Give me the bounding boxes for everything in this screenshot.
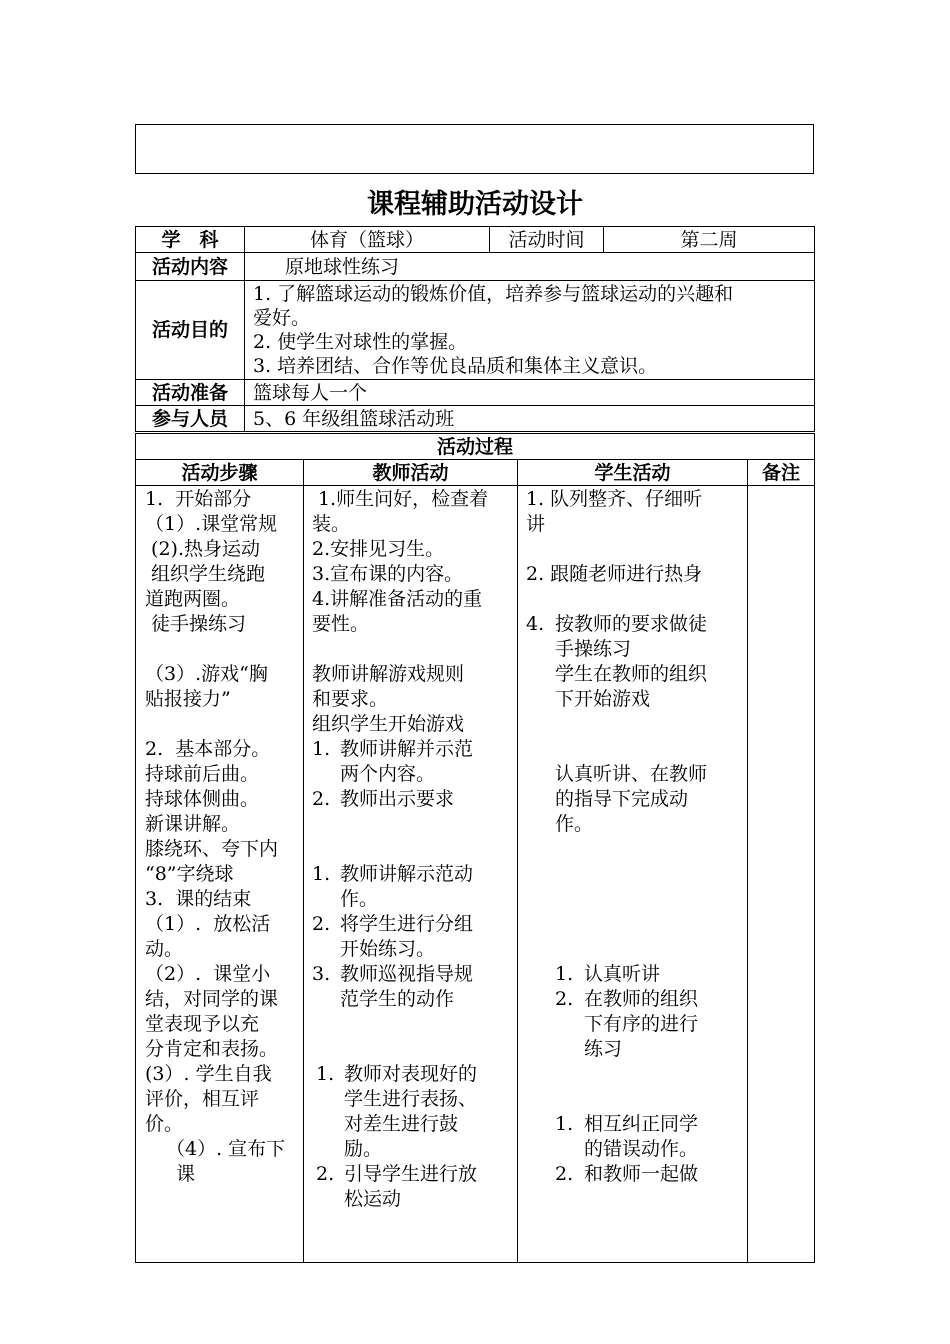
steps-line: “8”字绕球 xyxy=(145,863,234,885)
steps-line: 新课讲解。 xyxy=(145,813,241,835)
teacher-line: 4.讲解准备活动的重 xyxy=(312,588,483,610)
student-line: 作。 xyxy=(555,813,594,835)
info-table xyxy=(135,226,815,432)
student-line: 1. xyxy=(555,963,574,985)
student-line: 讲 xyxy=(526,513,546,535)
teacher-line: 范学生的动作 xyxy=(340,988,455,1010)
steps-line: 动。 xyxy=(145,938,184,960)
page-title: 课程辅助活动设计 xyxy=(367,189,583,220)
teacher-line: 学生进行表扬、 xyxy=(344,1088,478,1110)
steps-line: 3. 课的结束 xyxy=(145,888,252,910)
subject-value: 体育（篮球） xyxy=(245,227,490,253)
teacher-line: 教师对表现好的 xyxy=(344,1063,478,1085)
teacher-line: 将学生进行分组 xyxy=(340,913,474,935)
steps-cell xyxy=(136,486,304,1263)
student-line: 下有序的进行 xyxy=(584,1013,699,1035)
steps-line: (3）. 学生自我 xyxy=(145,1063,272,1085)
teacher-line: 装。 xyxy=(312,513,351,535)
header-box xyxy=(135,124,814,174)
teacher-line: 两个内容。 xyxy=(340,763,436,785)
steps-line: 1. 开始部分 xyxy=(145,488,252,510)
teacher-line: 2. xyxy=(312,788,331,810)
steps-line: 持球前后曲。 xyxy=(145,763,260,785)
teacher-cell xyxy=(304,486,518,1263)
student-line: 相互纠正同学 xyxy=(584,1113,699,1135)
goal-value xyxy=(245,281,815,380)
prep-value: 篮球每人一个 xyxy=(245,380,815,406)
goal-label: 活动目的 xyxy=(136,281,245,380)
student-line: 2. 跟随老师进行热身 xyxy=(526,563,703,585)
steps-line: 课 xyxy=(176,1163,196,1185)
teacher-line: 和要求。 xyxy=(312,688,389,710)
steps-line: 堂表现予以充 xyxy=(145,1013,260,1035)
student-line: 认真听讲、在教师 xyxy=(555,763,708,785)
teacher-line: 教师讲解并示范 xyxy=(340,738,474,760)
steps-line: 膝绕环、夸下内 xyxy=(145,838,279,860)
teacher-line: 作。 xyxy=(340,888,379,910)
teacher-line: 2. xyxy=(312,913,331,935)
student-line: 和教师一起做 xyxy=(584,1163,699,1185)
teacher-line: 2. xyxy=(316,1163,335,1185)
teacher-line: 1.师生问好，检查着 xyxy=(312,488,489,510)
student-line: 1. 队列整齐、仔细听 xyxy=(526,488,703,510)
student-line: 学生在教师的组织 xyxy=(555,663,708,685)
teacher-line: 松运动 xyxy=(344,1188,402,1210)
note-cell xyxy=(748,486,815,1263)
people-value: 5、6 年级组篮球活动班 xyxy=(245,406,815,432)
teacher-line: 教师讲解游戏规则 xyxy=(312,663,465,685)
teacher-line: 教师讲解示范动 xyxy=(340,863,474,885)
process-table xyxy=(135,433,815,1263)
steps-line: 价。 xyxy=(145,1113,184,1135)
teacher-line: 3. xyxy=(312,963,331,985)
teacher-line: 组织学生开始游戏 xyxy=(312,713,465,735)
teacher-line: 教师巡视指导规 xyxy=(340,963,474,985)
steps-line: （2）. 课堂小 xyxy=(145,963,271,985)
steps-line: （1）.课堂常规 xyxy=(145,513,278,535)
time-value: 第二周 xyxy=(604,227,815,253)
steps-line: (2).热身运动 xyxy=(145,538,260,560)
teacher-line: 开始练习。 xyxy=(340,938,436,960)
steps-line: 分肯定和表扬。 xyxy=(145,1038,279,1060)
goal-line: 2. 使学生对球性的掌握。 xyxy=(253,331,468,353)
col-note: 备注 xyxy=(748,460,815,486)
goal-line: 爱好。 xyxy=(253,307,311,329)
student-line: 1. xyxy=(555,1113,574,1135)
student-line: 认真听讲 xyxy=(584,963,661,985)
student-line: 在教师的组织 xyxy=(584,988,699,1010)
goal-line: 3. 培养团结、合作等优良品质和集体主义意识。 xyxy=(253,355,658,377)
steps-line: 2. 基本部分。 xyxy=(145,738,271,760)
col-teacher: 教师活动 xyxy=(304,460,518,486)
steps-line: （4）. 宣布下 xyxy=(166,1138,286,1160)
steps-line: 组织学生绕跑 xyxy=(145,563,266,585)
student-line: 4. xyxy=(526,613,545,635)
col-steps: 活动步骤 xyxy=(136,460,304,486)
teacher-line: 3.宣布课的内容。 xyxy=(312,563,464,585)
student-line: 的错误动作。 xyxy=(584,1138,699,1160)
teacher-line: 引导学生进行放 xyxy=(344,1163,478,1185)
student-line: 的指导下完成动 xyxy=(555,788,689,810)
student-cell xyxy=(518,486,748,1263)
teacher-line: 教师出示要求 xyxy=(340,788,455,810)
student-line: 练习 xyxy=(584,1038,623,1060)
student-line: 按教师的要求做徒 xyxy=(555,613,708,635)
teacher-line: 1. xyxy=(312,863,331,885)
steps-line: 评价，相互评 xyxy=(145,1088,260,1110)
content-value: 原地球性练习 xyxy=(245,253,815,281)
steps-line: 道跑两圈。 xyxy=(145,588,241,610)
steps-line: 徒手操练习 xyxy=(145,613,247,635)
time-label: 活动时间 xyxy=(490,227,604,253)
student-line: 手操练习 xyxy=(555,638,632,660)
teacher-line: 2.安排见习生。 xyxy=(312,538,445,560)
content-label: 活动内容 xyxy=(136,253,245,281)
teacher-line: 要性。 xyxy=(312,613,370,635)
steps-line: （1）. 放松活 xyxy=(145,913,271,935)
steps-line: （3）.游戏“胸 xyxy=(145,663,268,685)
student-line: 下开始游戏 xyxy=(555,688,651,710)
steps-line: 持球体侧曲。 xyxy=(145,788,260,810)
steps-line: 贴报接力” xyxy=(145,688,231,710)
teacher-line: 对差生进行鼓 xyxy=(344,1113,459,1135)
teacher-line: 1. xyxy=(316,1063,335,1085)
student-line: 2. xyxy=(555,1163,574,1185)
goal-line: 1. 了解篮球运动的锻炼价值，培养参与篮球运动的兴趣和 xyxy=(253,283,734,305)
student-line: 2. xyxy=(555,988,574,1010)
prep-label: 活动准备 xyxy=(136,380,245,406)
steps-line: 结，对同学的课 xyxy=(145,988,279,1010)
people-label: 参与人员 xyxy=(136,406,245,432)
teacher-line: 1. xyxy=(312,738,331,760)
process-heading: 活动过程 xyxy=(136,434,815,460)
teacher-line: 励。 xyxy=(344,1138,383,1160)
subject-label: 学 科 xyxy=(136,227,245,253)
col-student: 学生活动 xyxy=(518,460,748,486)
